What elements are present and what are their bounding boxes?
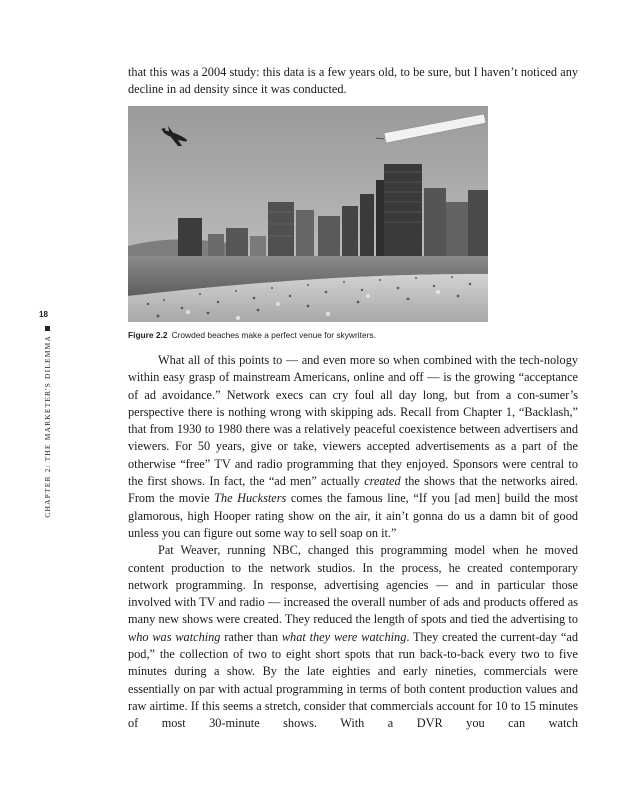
- paragraph-weaver: Pat Weaver, running NBC, changed this programming model when he moved content production to the network studios. In the process, he created contemporary network programming. In response, advertising agencies — and in particular those involved with TV and radio — increased the overall number of ads and products offered as many new shows were created. They reduced the length of spots and tied the advertising to who was watching rather than what they were watching. They created the current-day “ad pod,” the collection of two to eight short spots that run back-to-back every two to five minutes during a show. By the late eighties and early nineties, commercials were essentially on par with actual programming in terms of both content production values and raw airtime. If this seems a stretch, consider that commercials account for 10 to 15 minutes of most 30-minute shows. With a DVR you can watch: [128, 543, 578, 731]
- paragraph-avoidance: What all of this points to — and even more so when combined with the tech-nology within easy grasp of mainstream Americans, online and off — is the growing “acceptance of ad avoidance.” Network execs can cry foul all day long, but from a con-sumer’s perspective there is nothing wrong with skipping ads. Recall from Chapter 1, “Backlash,” that from 1930 to 1980 there was a relatively peaceful coexistence between advertisers and viewers. For 50 years, give or take, viewers accepted advertisements as a part of the otherwise “free” TV and radio programming that they enjoyed. Sponsors were central to the first shows. In fact, the “ad men” actually created the shows that the networks aired. From the movie The Hucksters comes the famous line, “If you [ad men] build the most glamorous, high Hooper rating show on the air, it ain’t gonna do us a damn bit of good unless you can figure out some way to sell soap on it.”: [128, 353, 579, 540]
- beach-photo-illustration: [128, 106, 488, 322]
- page-number: 18: [39, 310, 48, 319]
- figure-caption-text: Crowded beaches make a perfect venue for skywriters.: [171, 330, 376, 340]
- running-head: [43, 326, 52, 522]
- square-bullet-icon: [45, 326, 50, 331]
- beach-photo: [128, 106, 488, 322]
- body-text: [128, 352, 578, 733]
- figure-label: Figure 2.2: [128, 330, 168, 340]
- top-paragraph-block: [128, 64, 578, 99]
- running-head-text: CHAPTER 2: THE MARKETER'S DILEMMA: [43, 335, 52, 518]
- top-paragraph: that this was a 2004 study: this data is a few years old, to be sure, but I haven’t noticed any decline in ad density since it was conducted.: [128, 65, 578, 97]
- figure-caption: [128, 330, 376, 340]
